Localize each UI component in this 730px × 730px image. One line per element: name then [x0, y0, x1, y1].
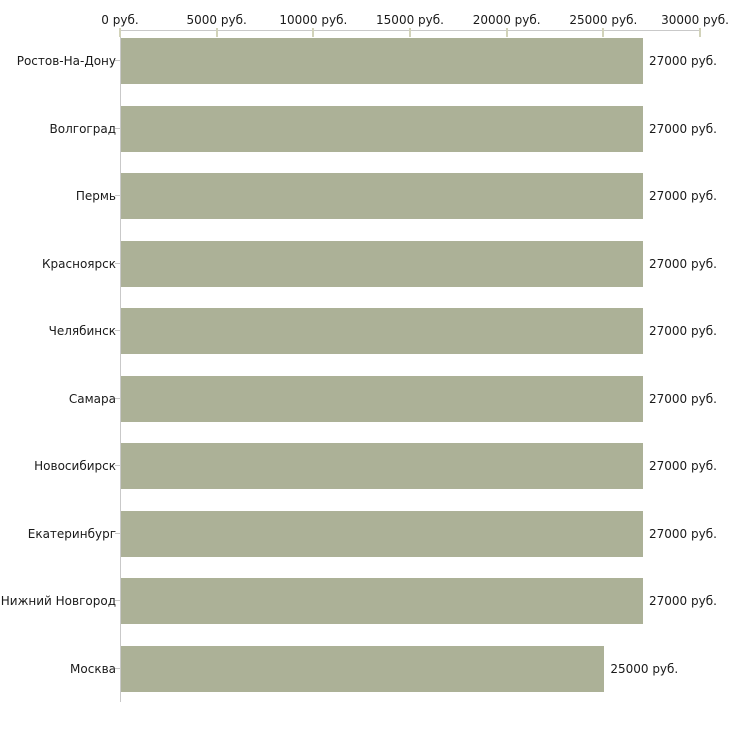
x-axis-tick-mark [216, 28, 218, 37]
category-label: Пермь [75, 189, 116, 203]
category-label: Москва [70, 661, 116, 676]
bar [121, 578, 643, 624]
value-label: 27000 руб. [649, 54, 717, 68]
bar-row [0, 38, 730, 106]
bar-row [0, 578, 730, 646]
category-label: Екатеринбург [27, 526, 116, 541]
bar [121, 511, 643, 557]
x-axis-tick-mark [506, 28, 508, 37]
x-axis-tick-label: 25000 руб. [569, 13, 638, 27]
bar-row [0, 511, 730, 579]
value-label: 27000 руб. [649, 594, 717, 608]
category-label: Нижний Новгород [0, 594, 116, 608]
category-label: Самара [68, 391, 116, 406]
x-axis-tick-label: 5000 руб. [186, 13, 247, 27]
category-label: Красноярск [42, 256, 116, 271]
bar [121, 106, 643, 152]
bar [121, 376, 643, 422]
x-axis-tick-label: 30000 руб. [661, 13, 729, 27]
bar [121, 308, 643, 354]
value-label: 27000 руб. [649, 459, 717, 473]
bar-row [0, 646, 730, 714]
bar-row [0, 173, 730, 241]
value-label: 27000 руб. [649, 526, 717, 541]
bar-row [0, 308, 730, 376]
x-axis-tick-mark [119, 28, 121, 37]
category-label: Новосибирск [34, 459, 116, 473]
category-label: Ростов-На-Дону [16, 54, 116, 68]
value-label: 25000 руб. [610, 661, 679, 676]
bar [121, 646, 604, 692]
x-axis-tick-mark [409, 28, 411, 37]
category-label: Челябинск [48, 324, 116, 338]
value-label: 27000 руб. [649, 391, 717, 406]
value-label: 27000 руб. [649, 121, 717, 136]
bar [121, 173, 643, 219]
bar [121, 443, 643, 489]
value-label: 27000 руб. [649, 324, 717, 338]
bar [121, 241, 643, 287]
x-axis-tick-mark [312, 28, 314, 37]
x-axis-tick-label: 20000 руб. [472, 13, 541, 27]
bar-row [0, 443, 730, 511]
x-axis-tick-mark [699, 28, 701, 37]
x-axis-tick-label: 0 руб. [101, 13, 139, 27]
bar [121, 38, 643, 84]
category-label: Волгоград [49, 121, 116, 136]
value-label: 27000 руб. [649, 189, 717, 203]
x-axis-tick-mark [602, 28, 604, 37]
bar-row [0, 376, 730, 444]
bar-row [0, 106, 730, 174]
x-axis-tick-label: 15000 руб. [376, 13, 444, 27]
bar-row [0, 241, 730, 309]
value-label: 27000 руб. [649, 256, 717, 271]
x-axis-tick-label: 10000 руб. [279, 13, 348, 27]
